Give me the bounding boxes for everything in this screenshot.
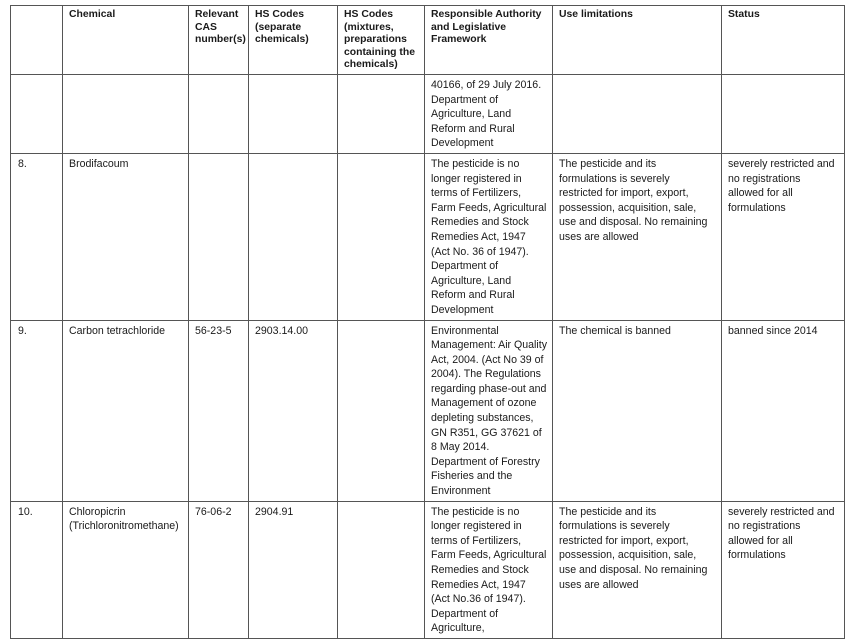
cell-use-limitations: The pesticide and its formulations is severely restricted for import, export, possession, acquisition, sale, use and disposal. No remaining uses are allowed [553,501,722,638]
cell-cas [189,75,249,154]
header-hs-mixtures: HS Codes (mixtures, preparations containing the chemicals) [338,6,425,75]
table-row [11,153,845,320]
table-row [11,320,845,501]
cell-status: severely restricted and no registrations allowed for all formulations [722,501,845,638]
cell-cas: 56-23-5 [189,320,249,501]
cell-hs-separate [249,75,338,154]
cell-chemical [63,75,189,154]
cell-number: 10. [11,501,63,638]
cell-number: 8. [11,153,63,320]
cell-authority: The pesticide is no longer registered in terms of Fertilizers, Farm Feeds, Agricultural Remedies and Stock Remedies Act, 1947 (Act No. 36 of 1947). Department of Agriculture, Land Reform and Rural Development [425,153,553,320]
header-status: Status [722,6,845,75]
cell-number [11,75,63,154]
cell-hs-mixtures [338,153,425,320]
cell-authority: Environmental Management: Air Quality Act, 2004. (Act No 39 of 2004). The Regulations regarding phase-out and Management of ozone depleting substances, GN R351, GG 37621 of 8 May 2014. Department of Forestry Fisheries and the Environment [425,320,553,501]
header-use-limitations: Use limitations [553,6,722,75]
cell-use-limitations: The chemical is banned [553,320,722,501]
header-row [11,6,845,75]
cell-hs-mixtures [338,320,425,501]
cell-use-limitations [553,75,722,154]
cell-status: banned since 2014 [722,320,845,501]
header-number [11,6,63,75]
cell-status: severely restricted and no registrations allowed for all formulations [722,153,845,320]
header-authority: Responsible Authority and Legislative Framework [425,6,553,75]
cell-authority: The pesticide is no longer registered in terms of Fertilizers, Farm Feeds, Agricultural Remedies and Stock Remedies Act, 1947 (Act No.36 of 1947). Department of Agriculture, [425,501,553,638]
cell-hs-separate [249,153,338,320]
cell-chemical: Chloropicrin (Trichloronitromethane) [63,501,189,638]
cell-number: 9. [11,320,63,501]
cell-cas [189,153,249,320]
cell-status [722,75,845,154]
cell-use-limitations: The pesticide and its formulations is severely restricted for import, export, possession, acquisition, sale, use and disposal. No remaining uses are allowed [553,153,722,320]
header-chemical: Chemical [63,6,189,75]
cell-hs-mixtures [338,501,425,638]
cell-chemical: Brodifacoum [63,153,189,320]
cell-cas: 76-06-2 [189,501,249,638]
header-hs-separate: HS Codes (separate chemicals) [249,6,338,75]
chemicals-table [10,5,845,639]
table-row-continuation [11,75,845,154]
cell-hs-separate: 2903.14.00 [249,320,338,501]
cell-chemical: Carbon tetrachloride [63,320,189,501]
cell-authority: 40166, of 29 July 2016. Department of Agriculture, Land Reform and Rural Development [425,75,553,154]
cell-hs-mixtures [338,75,425,154]
table-row [11,501,845,638]
cell-hs-separate: 2904.91 [249,501,338,638]
header-cas: Relevant CAS number(s) [189,6,249,75]
